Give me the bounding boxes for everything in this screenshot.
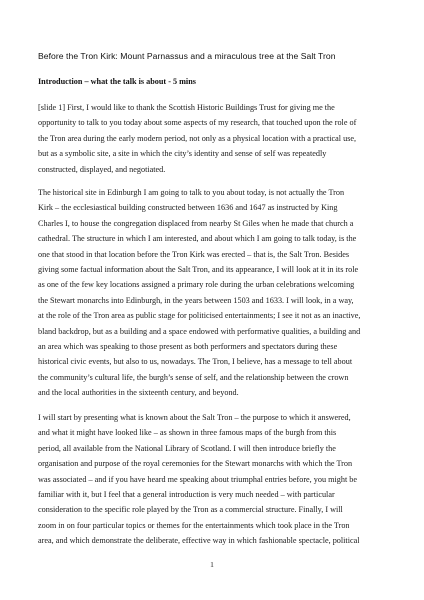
paragraph-line: and the local authorities in the sixteenth century, and beyond.	[38, 388, 239, 398]
paragraph-line: the Tron area during the early modern period, not only as a physical location with a practical use,	[38, 133, 357, 143]
paragraph-2	[38, 185, 386, 401]
paragraph-line: Charles I, to house the congregation displaced from nearby St Giles when he made that church a	[38, 218, 354, 228]
paragraph-1	[38, 100, 386, 177]
paragraph-line: The historical site in Edinburgh I am going to talk to you about today, is not actually the Tron	[38, 188, 345, 197]
paragraph-line: cathedral. The structure in which I am interested, and about which I am going to talk today, is the	[38, 234, 357, 244]
paragraph-line: was associated – and if you have heard me speaking about triumphal entries before, you might be	[38, 474, 357, 484]
paragraph-line: but as a symbolic site, a site in which the city’s identity and sense of self was repeatedly	[38, 149, 327, 159]
paragraph-line: at the role of the Tron area as public stage for politicised entertainments; I see it not as an inactive,	[38, 311, 361, 321]
paragraph-line: one that stood in that location before the Tron Kirk was erected – that is, the Salt Tron. Besides	[38, 249, 350, 259]
paragraph-line: period, all available from the National Library of Scotland. I will then introduce briefly the	[38, 443, 336, 453]
page-number: 1	[210, 560, 214, 569]
paragraph-3	[38, 410, 386, 549]
paragraph-line: constructed, displayed, and negotiated.	[38, 164, 166, 174]
paragraph-line: I will start by presenting what is known about the Salt Tron – the purpose to which it answered,	[38, 413, 351, 422]
paragraph-line: as one of the few key locations assigned a primary role during the urban celebrations welcoming	[38, 280, 355, 290]
paragraph-line: historical civic events, but also to us, nowadays. The Tron, I believe, has a message to tell about	[38, 357, 353, 367]
paragraph-line: organisation and purpose of the royal ceremonies for the Stewart monarchs with which the Tron	[38, 459, 353, 469]
document-title: Before the Tron Kirk: Mount Parnassus and a miraculous tree at the Salt Tron	[38, 51, 336, 61]
paragraph-line: opportunity to talk to you today about some aspects of my research, that touched upon the role of	[38, 118, 357, 128]
paragraph-line: bland backdrop, but as a building and a space endowed with performative qualities, a building and	[38, 326, 361, 336]
paragraph-line: familiar with it, but I feel that a general introduction is very much needed – with particular	[38, 490, 335, 500]
paragraph-line: zoom in on four particular topics or themes for the entertainments which took place in the Tron	[38, 520, 350, 530]
paragraph-line: Kirk – the ecclesiastical building constructed between 1636 and 1647 as instructed by King	[38, 203, 338, 213]
paragraph-line: the community’s cultural life, the burgh’s sense of self, and the relationship between the crown	[38, 372, 349, 382]
paragraph-line: an area which was speaking to those present as both performers and spectators during these	[38, 342, 338, 352]
paragraph-line: giving some factual information about the Salt Tron, and its appearance, I will look at it in its role	[38, 265, 359, 275]
paragraph-line: [slide 1] First, I would like to thank the Scottish Historic Buildings Trust for giving me the	[38, 103, 335, 112]
paragraph-line: consideration to the specific role played by the Tron as a commercial structure. Finally, I will	[38, 505, 343, 515]
paragraph-line: area, and which demonstrate the deliberate, effective way in which fashionable spectacle, political	[38, 536, 360, 546]
paragraph-line: the Stewart monarchs into Edinburgh, in the years between 1503 and 1633. I will look, in a way,	[38, 295, 354, 305]
section-heading: Introduction – what the talk is about - 5 mins	[38, 77, 196, 86]
paragraph-line: and what it might have looked like – as shown in three famous maps of the burgh from this	[38, 428, 337, 438]
